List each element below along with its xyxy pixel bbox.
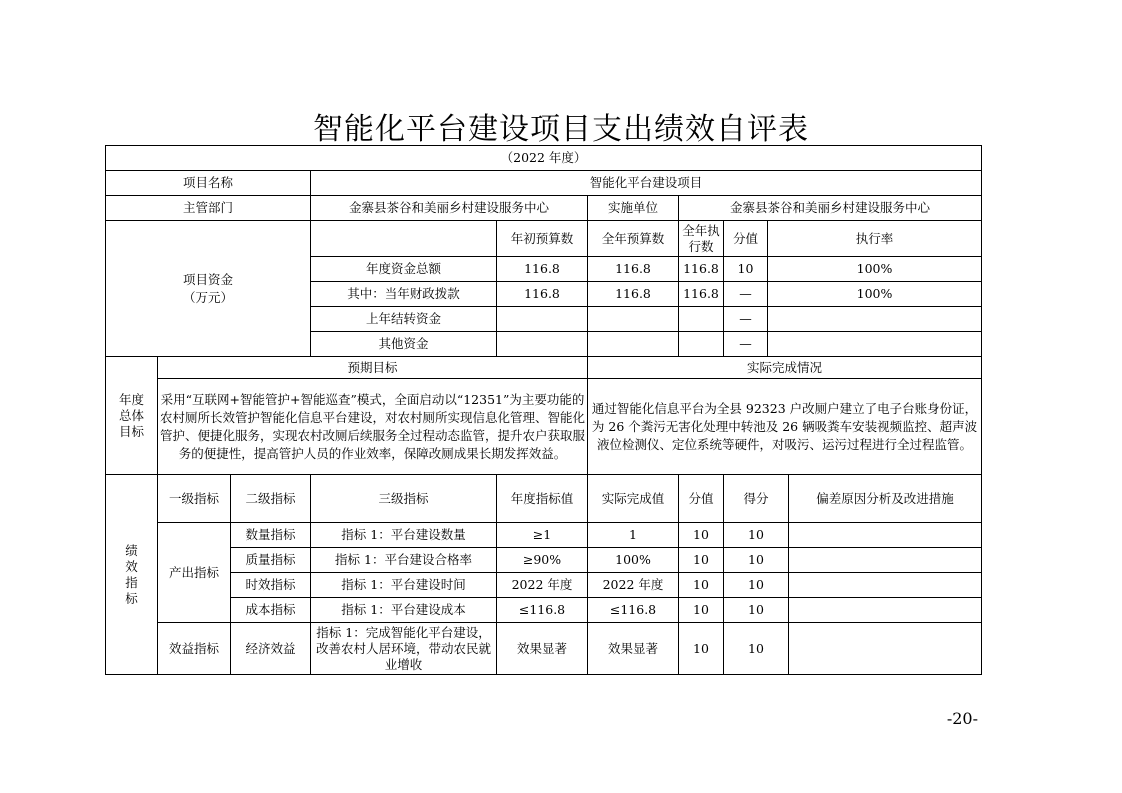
perf-label: 绩 效 指 标 <box>106 475 158 675</box>
ind-score: 10 <box>724 573 789 598</box>
funds-row-label: 其中：当年财政拨款 <box>311 282 497 307</box>
funds-initial <box>497 332 588 357</box>
ind-target: ≤116.8 <box>497 598 588 623</box>
ind-header-level1: 一级指标 <box>158 475 231 523</box>
ind-points: 10 <box>679 598 724 623</box>
ind-level3: 指标 1：平台建设合格率 <box>311 548 497 573</box>
funds-executed <box>679 332 724 357</box>
goal-actual-text: 通过智能化信息平台为全县 92323 户改厕户建立了电子台账身份证，为 26 个粪污无害化处理中转池及 26 辆吸粪车安装视频监控、超声波液位检测仪、定位系统等硬件，对吸污、运污过程进行全过程监管。 <box>588 379 982 475</box>
ind-header-target: 年度指标值 <box>497 475 588 523</box>
goal-actual-header: 实际完成情况 <box>588 357 982 379</box>
page-title: 智能化平台建设项目支出绩效自评表 <box>313 112 809 147</box>
funds-executed <box>679 307 724 332</box>
ind-actual: 2022 年度 <box>588 573 679 598</box>
dept-label: 主管部门 <box>106 196 311 221</box>
funds-rate <box>768 332 982 357</box>
impl-unit-value: 金寨县茶谷和美丽乡村建设服务中心 <box>679 196 982 221</box>
funds-header-rate: 执行率 <box>768 221 982 257</box>
funds-label: 项目资金 （万元） <box>106 221 311 357</box>
ind-score: 10 <box>724 523 789 548</box>
ind-note <box>789 523 982 548</box>
ind-level3: 指标 1：平台建设成本 <box>311 598 497 623</box>
funds-initial: 116.8 <box>497 257 588 282</box>
ind-score: 10 <box>724 548 789 573</box>
funds-header-points: 分值 <box>724 221 768 257</box>
funds-executed: 116.8 <box>679 282 724 307</box>
ind-header-score: 得分 <box>724 475 789 523</box>
indicator-row <box>106 598 982 623</box>
ind-header-level3: 三级指标 <box>311 475 497 523</box>
ind-actual: 效果显著 <box>588 623 679 675</box>
funds-annual: 116.8 <box>588 282 679 307</box>
year-label: （2022 年度） <box>106 146 982 171</box>
ind-level2: 数量指标 <box>231 523 311 548</box>
ind-level2: 时效指标 <box>231 573 311 598</box>
funds-points: 10 <box>724 257 768 282</box>
goal-label: 年度 总体 目标 <box>106 357 158 475</box>
ind-points: 10 <box>679 523 724 548</box>
funds-initial <box>497 307 588 332</box>
funds-annual: 116.8 <box>588 257 679 282</box>
ind-note <box>789 548 982 573</box>
funds-rate: 100% <box>768 282 982 307</box>
ind-note <box>789 598 982 623</box>
ind-level1: 效益指标 <box>158 623 231 675</box>
funds-executed: 116.8 <box>679 257 724 282</box>
ind-actual: 1 <box>588 523 679 548</box>
ind-points: 10 <box>679 548 724 573</box>
ind-actual: ≤116.8 <box>588 598 679 623</box>
ind-level3: 指标 1：完成智能化平台建设，改善农村人居环境，带动农民就业增收 <box>311 623 497 675</box>
ind-target: 效果显著 <box>497 623 588 675</box>
impl-unit-label: 实施单位 <box>588 196 679 221</box>
funds-header-annual: 全年预算数 <box>588 221 679 257</box>
ind-level2: 成本指标 <box>231 598 311 623</box>
ind-level2: 质量指标 <box>231 548 311 573</box>
page-number: -20- <box>946 709 978 728</box>
indicator-row <box>106 523 982 548</box>
funds-row-label: 其他资金 <box>311 332 497 357</box>
ind-level3: 指标 1：平台建设数量 <box>311 523 497 548</box>
goal-expected-text: 采用“互联网+智能管护+智能巡查”模式，全面启动以“12351”为主要功能的农村厕所长效管护智能化信息平台建设，对农村厕所实现信息化管理、智能化管护、便捷化服务，实现农村改厕后续服务全过程动态监管，提升农户获取服务的便捷性，提高管护人员的作业效率，保障改厕成果长期发挥效益。 <box>158 379 588 475</box>
indicator-row <box>106 573 982 598</box>
funds-points: — <box>724 282 768 307</box>
funds-points: — <box>724 307 768 332</box>
goal-expected-header: 预期目标 <box>158 357 588 379</box>
project-name-value: 智能化平台建设项目 <box>311 171 982 196</box>
funds-annual <box>588 332 679 357</box>
funds-header-executed: 全年执行数 <box>679 221 724 257</box>
project-name-label: 项目名称 <box>106 171 311 196</box>
funds-row-label: 上年结转资金 <box>311 307 497 332</box>
ind-points: 10 <box>679 573 724 598</box>
ind-header-points: 分值 <box>679 475 724 523</box>
ind-score: 10 <box>724 598 789 623</box>
funds-blank-header <box>311 221 497 257</box>
ind-level1: 产出指标 <box>158 523 231 623</box>
funds-rate: 100% <box>768 257 982 282</box>
ind-actual: 100% <box>588 548 679 573</box>
ind-header-note: 偏差原因分析及改进措施 <box>789 475 982 523</box>
ind-level3: 指标 1：平台建设时间 <box>311 573 497 598</box>
ind-target: 2022 年度 <box>497 573 588 598</box>
funds-annual <box>588 307 679 332</box>
performance-table <box>105 145 982 675</box>
ind-level2: 经济效益 <box>231 623 311 675</box>
indicator-row <box>106 623 982 675</box>
ind-score: 10 <box>724 623 789 675</box>
ind-target: ≥90% <box>497 548 588 573</box>
funds-row-label: 年度资金总额 <box>311 257 497 282</box>
ind-points: 10 <box>679 623 724 675</box>
funds-rate <box>768 307 982 332</box>
ind-header-actual: 实际完成值 <box>588 475 679 523</box>
ind-note <box>789 573 982 598</box>
ind-target: ≥1 <box>497 523 588 548</box>
ind-note <box>789 623 982 675</box>
funds-initial: 116.8 <box>497 282 588 307</box>
indicator-row <box>106 548 982 573</box>
dept-value: 金寨县茶谷和美丽乡村建设服务中心 <box>311 196 588 221</box>
funds-points: — <box>724 332 768 357</box>
ind-header-level2: 二级指标 <box>231 475 311 523</box>
funds-header-initial: 年初预算数 <box>497 221 588 257</box>
